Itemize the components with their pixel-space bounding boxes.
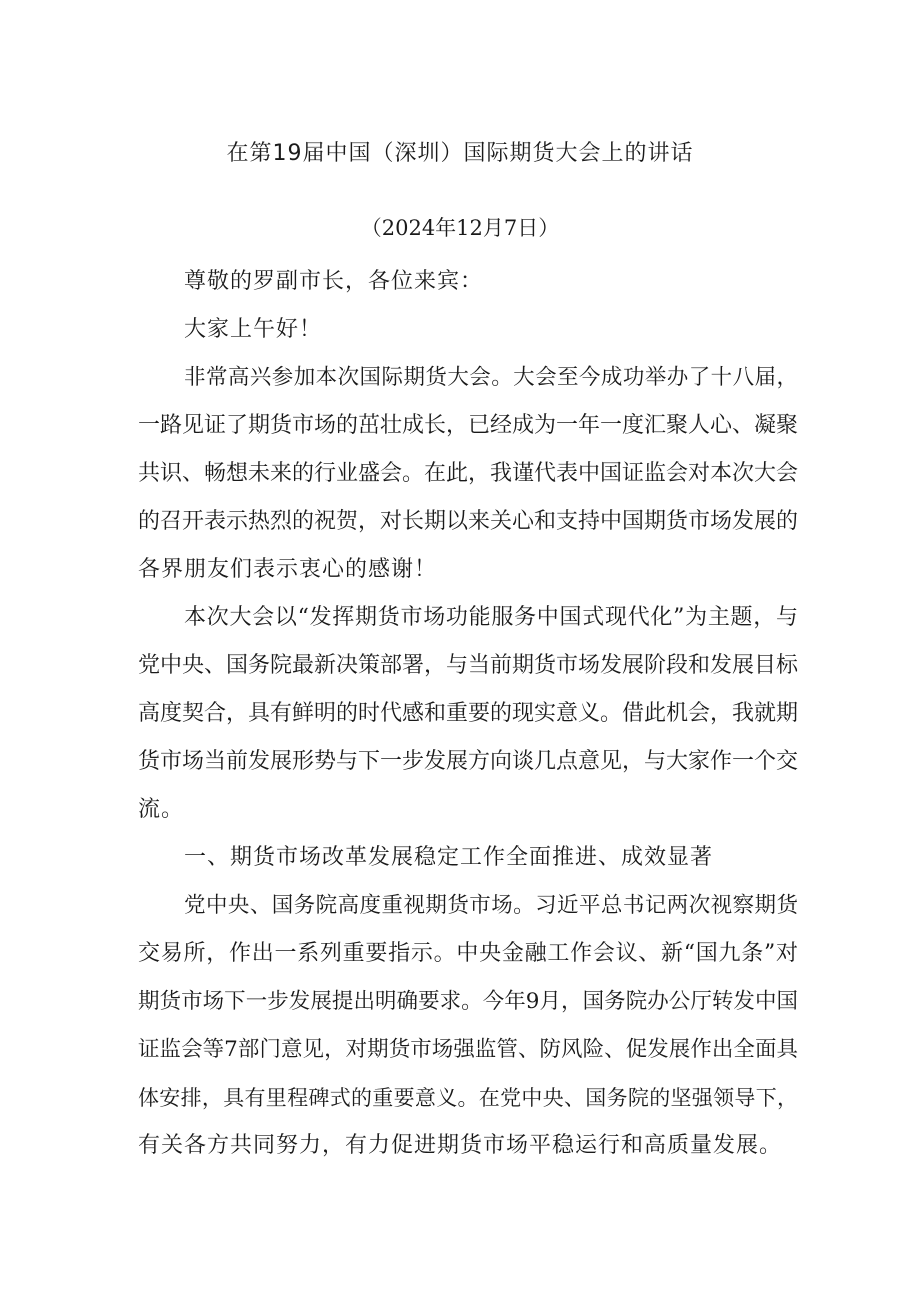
paragraph-1-line: 共识、畅想未来的行业盛会。在此，我谨代表中国证监会对本次大会 bbox=[138, 461, 799, 486]
paragraph-3-line: 有关各方共同努力，有力促进期货市场平稳运行和高质量发展。 bbox=[138, 1133, 783, 1158]
paragraph-3-line: 党中央、国务院高度重视期货市场。习近平总书记两次视察期货 bbox=[184, 893, 798, 918]
document-date: （2024年12月7日） bbox=[360, 216, 560, 240]
paragraph-1-line: 一路见证了期货市场的茁壮成长，已经成为一年一度汇聚人心、凝聚 bbox=[138, 413, 799, 438]
paragraph-1-line: 各界朋友们表示衷心的感谢！ bbox=[138, 557, 438, 582]
paragraph-2-line: 本次大会以“发挥期货市场功能服务中国式现代化”为主题，与 bbox=[184, 605, 798, 630]
paragraph-3-line: 交易所，作出一系列重要指示。中央金融工作会议、新“国九条”对 bbox=[138, 941, 798, 966]
paragraph-2-line: 流。 bbox=[138, 797, 185, 822]
salutation: 尊敬的罗副市长，各位来宾： bbox=[184, 269, 484, 294]
paragraph-3-line: 期货市场下一步发展提出明确要求。今年9月，国务院办公厅转发中国 bbox=[138, 989, 798, 1014]
section-heading: 一、期货市场改革发展稳定工作全面推进、成效显著 bbox=[184, 845, 714, 870]
paragraph-1-line: 非常高兴参加本次国际期货大会。大会至今成功举办了十八届， bbox=[184, 365, 798, 390]
paragraph-2-line: 货市场当前发展形势与下一步发展方向谈几点意见，与大家作一个交 bbox=[138, 749, 799, 774]
paragraph-1-line: 的召开表示热烈的祝贺，对长期以来关心和支持中国期货市场发展的 bbox=[138, 509, 799, 534]
greeting: 大家上午好！ bbox=[184, 317, 323, 342]
document-title: 在第19届中国（深圳）国际期货大会上的讲话 bbox=[226, 141, 694, 166]
paragraph-2-line: 党中央、国务院最新决策部署，与当前期货市场发展阶段和发展目标 bbox=[138, 653, 799, 678]
paragraph-3-line: 证监会等7部门意见，对期货市场强监管、防风险、促发展作出全面具 bbox=[138, 1037, 798, 1062]
paragraph-3-line: 体安排，具有里程碑式的重要意义。在党中央、国务院的坚强领导下， bbox=[138, 1086, 798, 1110]
paragraph-2-line: 高度契合，具有鲜明的时代感和重要的现实意义。借此机会，我就期 bbox=[138, 701, 799, 726]
